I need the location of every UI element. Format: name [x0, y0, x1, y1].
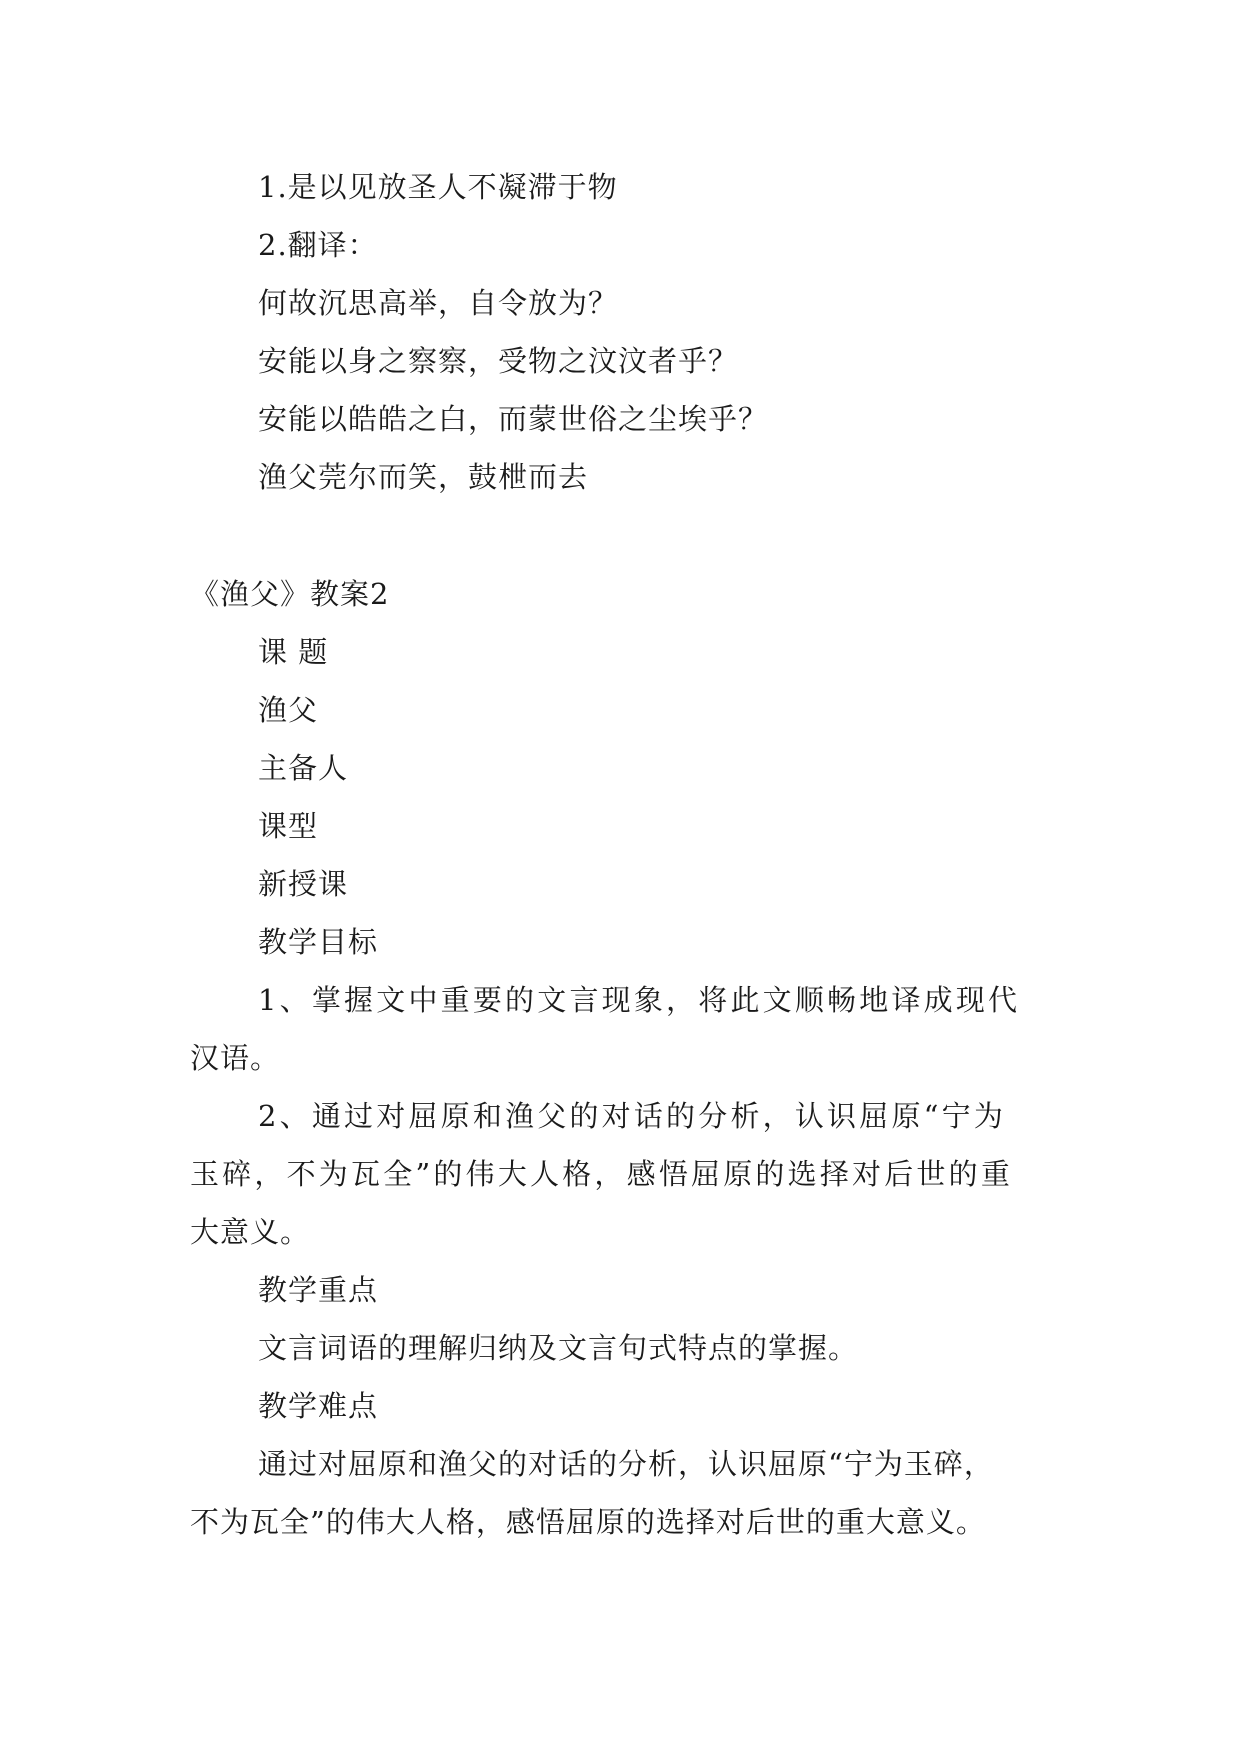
keypoint-value: 文言词语的理解归纳及文言句式特点的掌握。	[258, 1331, 859, 1365]
difficulty-label: 教学难点	[258, 1389, 379, 1423]
keypoint-label: 教学重点	[258, 1273, 379, 1307]
type-value: 新授课	[258, 867, 349, 901]
objective-1-line-2: 汉语。	[190, 1041, 281, 1075]
difficulty-line-2: 不为瓦全”的伟大人格，感悟屈原的选择对后世的重大意义。	[190, 1505, 986, 1539]
section-heading: 《渔父》教案2	[190, 577, 390, 611]
translation-line-4: 渔父莞尔而笑，鼓枻而去	[258, 460, 589, 494]
objective-2-line-2: 玉碎，不为瓦全”的伟大人格，感悟屈原的选择对后世的重	[190, 1157, 1014, 1191]
preparer-label: 主备人	[258, 751, 349, 785]
lesson-label: 课 题	[258, 635, 329, 669]
item-2-text: 2.翻译：	[258, 228, 378, 262]
objective-1-line-1: 1、掌握文中重要的文言现象，将此文顺畅地译成现代	[258, 983, 1021, 1017]
lesson-value: 渔父	[258, 693, 319, 727]
objective-2-line-1: 2、通过对屈原和渔父的对话的分析，认识屈原“宁为	[258, 1099, 1007, 1133]
translation-line-3: 安能以皓皓之白，而蒙世俗之尘埃乎？	[258, 402, 769, 436]
objectives-label: 教学目标	[258, 925, 379, 959]
translation-line-2: 安能以身之察察，受物之汶汶者乎？	[258, 344, 739, 378]
translation-line-1: 何故沉思高举，自令放为？	[258, 286, 619, 320]
item-1-text: 1.是以见放圣人不凝滞于物	[258, 170, 618, 204]
type-label: 课型	[258, 809, 319, 843]
difficulty-line-1: 通过对屈原和渔父的对话的分析，认识屈原“宁为玉碎，	[258, 1447, 994, 1481]
objective-2-line-3: 大意义。	[190, 1215, 311, 1249]
